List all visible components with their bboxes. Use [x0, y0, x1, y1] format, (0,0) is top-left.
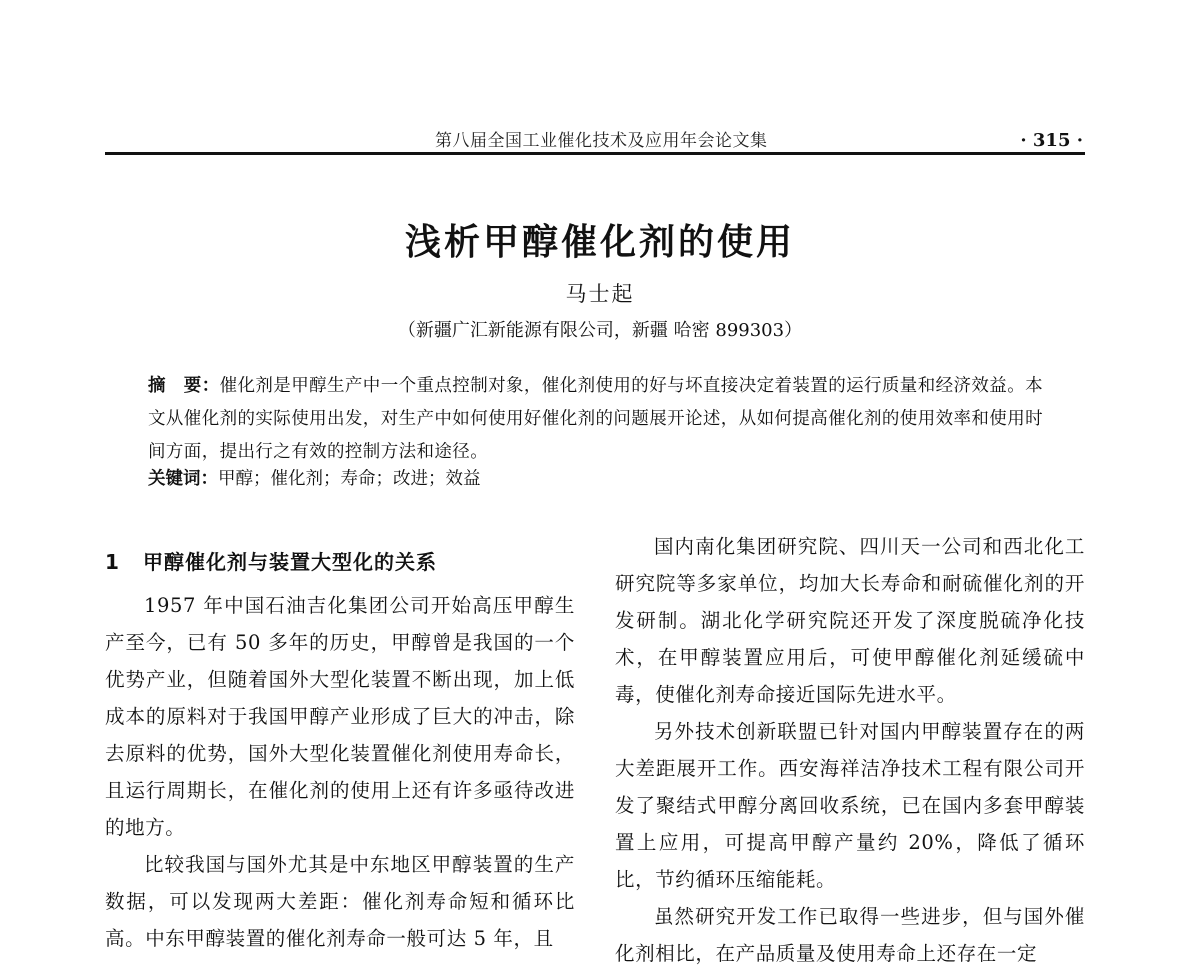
left-column [105, 528, 575, 957]
running-header [105, 122, 1085, 156]
paper-title: 浅析甲醇催化剂的使用 [404, 222, 795, 263]
paragraph: 国内南化集团研究院、四川天一公司和西北化工研究院等多家单位，均加大长寿命和耐硫催化剂的开发研制。湖北化学研究院还开发了深度脱硫净化技术，在甲醇装置应用后，可使甲醇催化剂延缓硫中毒，使催化剂寿命接近国际先进水平。 [615, 535, 1085, 706]
section-heading [105, 544, 575, 581]
keywords-text: 甲醇；催化剂；寿命；改进；效益 [218, 469, 481, 489]
author: 马士起 [565, 282, 635, 306]
abstract-label: 摘 要： [148, 376, 220, 396]
paragraph: 1957 年中国石油吉化集团公司开始高压甲醇生产至今，已有 50 多年的历史，甲醇曾是我国的一个优势产业，但随着国外大型化装置不断出现，加上低成本的原料对于我国甲醇产业形成了巨大的冲击，除去原料的优势，国外大型化装置催化剂使用寿命长，且运行周期长，在催化剂的使用上还有许多亟待改进的地方。 [105, 594, 575, 839]
header-rule [105, 152, 1085, 155]
abstract [148, 370, 1048, 469]
conference-title: 第八届全国工业催化技术及应用年会论文集 [435, 131, 768, 151]
right-column [615, 528, 1085, 972]
section-number: 1 [105, 550, 120, 574]
section-title: 甲醇催化剂与装置大型化的关系 [143, 550, 437, 574]
affiliation: （新疆广汇新能源有限公司，新疆 哈密 899303） [397, 320, 803, 341]
keywords-label: 关键词： [148, 469, 218, 489]
page-number: · 315 · [1020, 130, 1083, 151]
paragraph: 虽然研究开发工作已取得一些进步，但与国外催化剂相比，在产品质量及使用寿命上还存在一定 [615, 905, 1085, 965]
paragraph: 比较我国与国外尤其是中东地区甲醇装置的生产数据，可以发现两大差距：催化剂寿命短和循环比高。中东甲醇装置的催化剂寿命一般可达 5 年，且 [105, 853, 575, 950]
paragraph: 另外技术创新联盟已针对国内甲醇装置存在的两大差距展开工作。西安海祥洁净技术工程有限公司开发了聚结式甲醇分离回收系统，已在国内多套甲醇装置上应用，可提高甲醇产量约 20%，降低了循环比，节约循环压缩能耗。 [615, 720, 1085, 891]
abstract-text: 催化剂是甲醇生产中一个重点控制对象，催化剂使用的好与坏直接决定着装置的运行质量和经济效益。本文从催化剂的实际使用出发，对生产中如何使用好催化剂的问题展开论述，从如何提高催化剂的使用效率和使用时间方面，提出行之有效的控制方法和途径。 [148, 376, 1044, 462]
keywords [148, 464, 1048, 494]
